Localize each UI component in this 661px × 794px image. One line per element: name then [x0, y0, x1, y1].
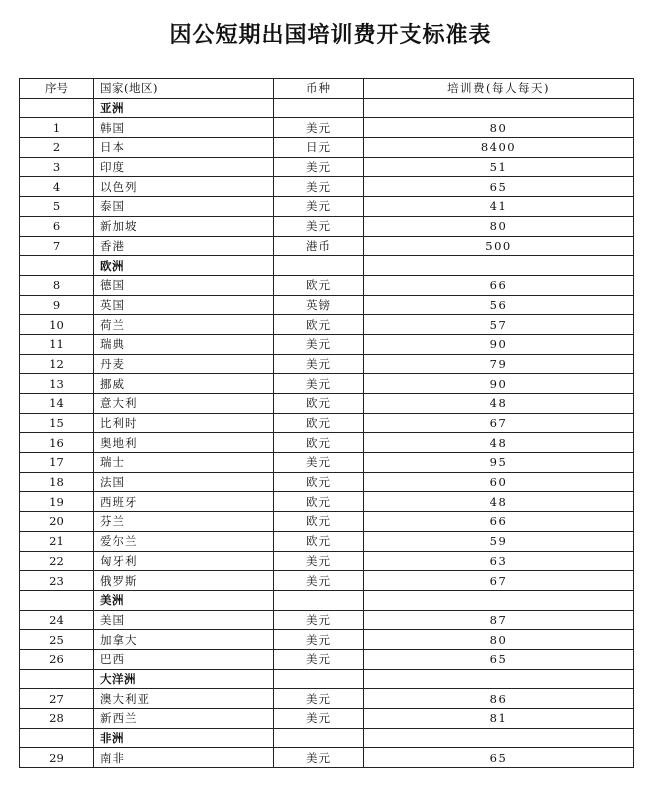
row-fee: 41	[364, 197, 634, 217]
row-fee: 48	[364, 433, 634, 453]
row-currency: 美元	[274, 610, 364, 630]
row-country: 加拿大	[94, 630, 274, 650]
row-no: 5	[20, 197, 94, 217]
table-row	[20, 689, 634, 709]
row-currency: 欧元	[274, 413, 364, 433]
header-currency: 币种	[274, 79, 364, 99]
row-currency: 欧元	[274, 531, 364, 551]
row-currency: 欧元	[274, 433, 364, 453]
row-currency: 美元	[274, 374, 364, 394]
table-row	[20, 118, 634, 138]
table-row	[20, 551, 634, 571]
row-no: 17	[20, 453, 94, 473]
row-fee: 66	[364, 512, 634, 532]
row-country: 瑞士	[94, 453, 274, 473]
table-row	[20, 354, 634, 374]
region-label: 大洋洲	[94, 669, 274, 689]
row-country: 意大利	[94, 394, 274, 414]
region-row	[20, 98, 634, 118]
row-fee: 80	[364, 630, 634, 650]
table-row	[20, 512, 634, 532]
row-currency: 美元	[274, 689, 364, 709]
row-no: 8	[20, 275, 94, 295]
row-country: 新西兰	[94, 709, 274, 729]
row-country: 丹麦	[94, 354, 274, 374]
row-country: 荷兰	[94, 315, 274, 335]
row-fee: 95	[364, 453, 634, 473]
table-row	[20, 709, 634, 729]
row-currency: 欧元	[274, 394, 364, 414]
table-row	[20, 413, 634, 433]
row-fee: 67	[364, 413, 634, 433]
row-currency: 欧元	[274, 472, 364, 492]
row-country: 瑞典	[94, 334, 274, 354]
row-currency: 美元	[274, 571, 364, 591]
region-row	[20, 590, 634, 610]
region-row	[20, 256, 634, 276]
row-no: 14	[20, 394, 94, 414]
row-country: 香港	[94, 236, 274, 256]
row-no: 19	[20, 492, 94, 512]
table-row	[20, 197, 634, 217]
header-fee: 培训费(每人每天)	[364, 79, 634, 99]
row-fee: 79	[364, 354, 634, 374]
row-no: 15	[20, 413, 94, 433]
table-row	[20, 216, 634, 236]
row-currency: 欧元	[274, 512, 364, 532]
row-country: 澳大利亚	[94, 689, 274, 709]
region-fee-cell	[364, 590, 634, 610]
row-fee: 66	[364, 275, 634, 295]
row-country: 法国	[94, 472, 274, 492]
table-row	[20, 315, 634, 335]
table-row	[20, 610, 634, 630]
row-no: 25	[20, 630, 94, 650]
row-country: 西班牙	[94, 492, 274, 512]
region-row	[20, 728, 634, 748]
row-currency: 欧元	[274, 275, 364, 295]
region-label: 欧洲	[94, 256, 274, 276]
row-currency: 美元	[274, 709, 364, 729]
row-country: 奥地利	[94, 433, 274, 453]
row-country: 韩国	[94, 118, 274, 138]
row-country: 比利时	[94, 413, 274, 433]
table-body	[20, 98, 634, 767]
document-title: 因公短期出国培训费开支标准表	[169, 23, 492, 48]
row-no: 3	[20, 157, 94, 177]
row-no: 11	[20, 334, 94, 354]
row-no: 9	[20, 295, 94, 315]
row-currency: 欧元	[274, 492, 364, 512]
row-currency: 欧元	[274, 315, 364, 335]
row-fee: 87	[364, 610, 634, 630]
row-country: 俄罗斯	[94, 571, 274, 591]
table-row	[20, 334, 634, 354]
row-country: 英国	[94, 295, 274, 315]
row-country: 以色列	[94, 177, 274, 197]
row-no: 10	[20, 315, 94, 335]
row-no: 12	[20, 354, 94, 374]
row-country: 芬兰	[94, 512, 274, 532]
row-fee: 60	[364, 472, 634, 492]
table-row	[20, 472, 634, 492]
row-fee: 80	[364, 118, 634, 138]
row-fee: 48	[364, 492, 634, 512]
region-currency-cell	[274, 669, 364, 689]
row-fee: 65	[364, 649, 634, 669]
table-row	[20, 571, 634, 591]
region-currency-cell	[274, 256, 364, 276]
row-no: 20	[20, 512, 94, 532]
row-no: 4	[20, 177, 94, 197]
region-fee-cell	[364, 669, 634, 689]
table-row	[20, 531, 634, 551]
row-country: 南非	[94, 748, 274, 768]
row-fee: 80	[364, 216, 634, 236]
row-country: 匈牙利	[94, 551, 274, 571]
region-no-cell	[20, 590, 94, 610]
row-currency: 美元	[274, 197, 364, 217]
row-fee: 59	[364, 531, 634, 551]
row-no: 21	[20, 531, 94, 551]
row-fee: 67	[364, 571, 634, 591]
region-fee-cell	[364, 728, 634, 748]
row-currency: 美元	[274, 216, 364, 236]
row-fee: 86	[364, 689, 634, 709]
row-no: 22	[20, 551, 94, 571]
region-row	[20, 669, 634, 689]
region-no-cell	[20, 256, 94, 276]
table-row	[20, 649, 634, 669]
region-no-cell	[20, 669, 94, 689]
row-no: 24	[20, 610, 94, 630]
row-fee: 48	[364, 394, 634, 414]
row-no: 6	[20, 216, 94, 236]
table-row	[20, 630, 634, 650]
row-no: 7	[20, 236, 94, 256]
table-row	[20, 275, 634, 295]
region-currency-cell	[274, 98, 364, 118]
header-no: 序号	[20, 79, 94, 99]
row-currency: 美元	[274, 748, 364, 768]
table-row	[20, 748, 634, 768]
row-currency: 美元	[274, 334, 364, 354]
region-no-cell	[20, 98, 94, 118]
region-fee-cell	[364, 98, 634, 118]
row-no: 28	[20, 709, 94, 729]
row-currency: 美元	[274, 157, 364, 177]
row-no: 29	[20, 748, 94, 768]
table-row	[20, 177, 634, 197]
row-no: 27	[20, 689, 94, 709]
table-row	[20, 374, 634, 394]
row-currency: 英镑	[274, 295, 364, 315]
row-country: 泰国	[94, 197, 274, 217]
region-label: 美洲	[94, 590, 274, 610]
table-row	[20, 492, 634, 512]
table-row	[20, 433, 634, 453]
row-country: 日本	[94, 138, 274, 158]
header-country: 国家(地区)	[94, 79, 274, 99]
row-no: 2	[20, 138, 94, 158]
row-no: 18	[20, 472, 94, 492]
training-fee-table	[19, 78, 634, 768]
row-currency: 美元	[274, 118, 364, 138]
row-country: 德国	[94, 275, 274, 295]
row-currency: 美元	[274, 630, 364, 650]
region-currency-cell	[274, 590, 364, 610]
row-no: 13	[20, 374, 94, 394]
row-no: 26	[20, 649, 94, 669]
row-fee: 56	[364, 295, 634, 315]
row-currency: 美元	[274, 177, 364, 197]
row-currency: 日元	[274, 138, 364, 158]
region-currency-cell	[274, 728, 364, 748]
row-country: 挪威	[94, 374, 274, 394]
row-currency: 美元	[274, 649, 364, 669]
table-header-row	[20, 79, 634, 99]
row-fee: 8400	[364, 138, 634, 158]
row-currency: 美元	[274, 354, 364, 374]
table-row	[20, 295, 634, 315]
row-no: 16	[20, 433, 94, 453]
row-no: 1	[20, 118, 94, 138]
row-currency: 美元	[274, 551, 364, 571]
row-currency: 美元	[274, 453, 364, 473]
region-no-cell	[20, 728, 94, 748]
row-country: 美国	[94, 610, 274, 630]
table-row	[20, 138, 634, 158]
region-label: 非洲	[94, 728, 274, 748]
row-fee: 63	[364, 551, 634, 571]
row-fee: 90	[364, 334, 634, 354]
row-fee: 57	[364, 315, 634, 335]
region-label: 亚洲	[94, 98, 274, 118]
row-fee: 65	[364, 748, 634, 768]
row-fee: 51	[364, 157, 634, 177]
row-country: 巴西	[94, 649, 274, 669]
region-fee-cell	[364, 256, 634, 276]
row-country: 印度	[94, 157, 274, 177]
row-fee: 500	[364, 236, 634, 256]
table-row	[20, 157, 634, 177]
row-fee: 90	[364, 374, 634, 394]
row-fee: 65	[364, 177, 634, 197]
row-fee: 81	[364, 709, 634, 729]
table-row	[20, 394, 634, 414]
table-row	[20, 453, 634, 473]
row-country: 爱尔兰	[94, 531, 274, 551]
row-country: 新加坡	[94, 216, 274, 236]
row-no: 23	[20, 571, 94, 591]
row-currency: 港币	[274, 236, 364, 256]
table-row	[20, 236, 634, 256]
